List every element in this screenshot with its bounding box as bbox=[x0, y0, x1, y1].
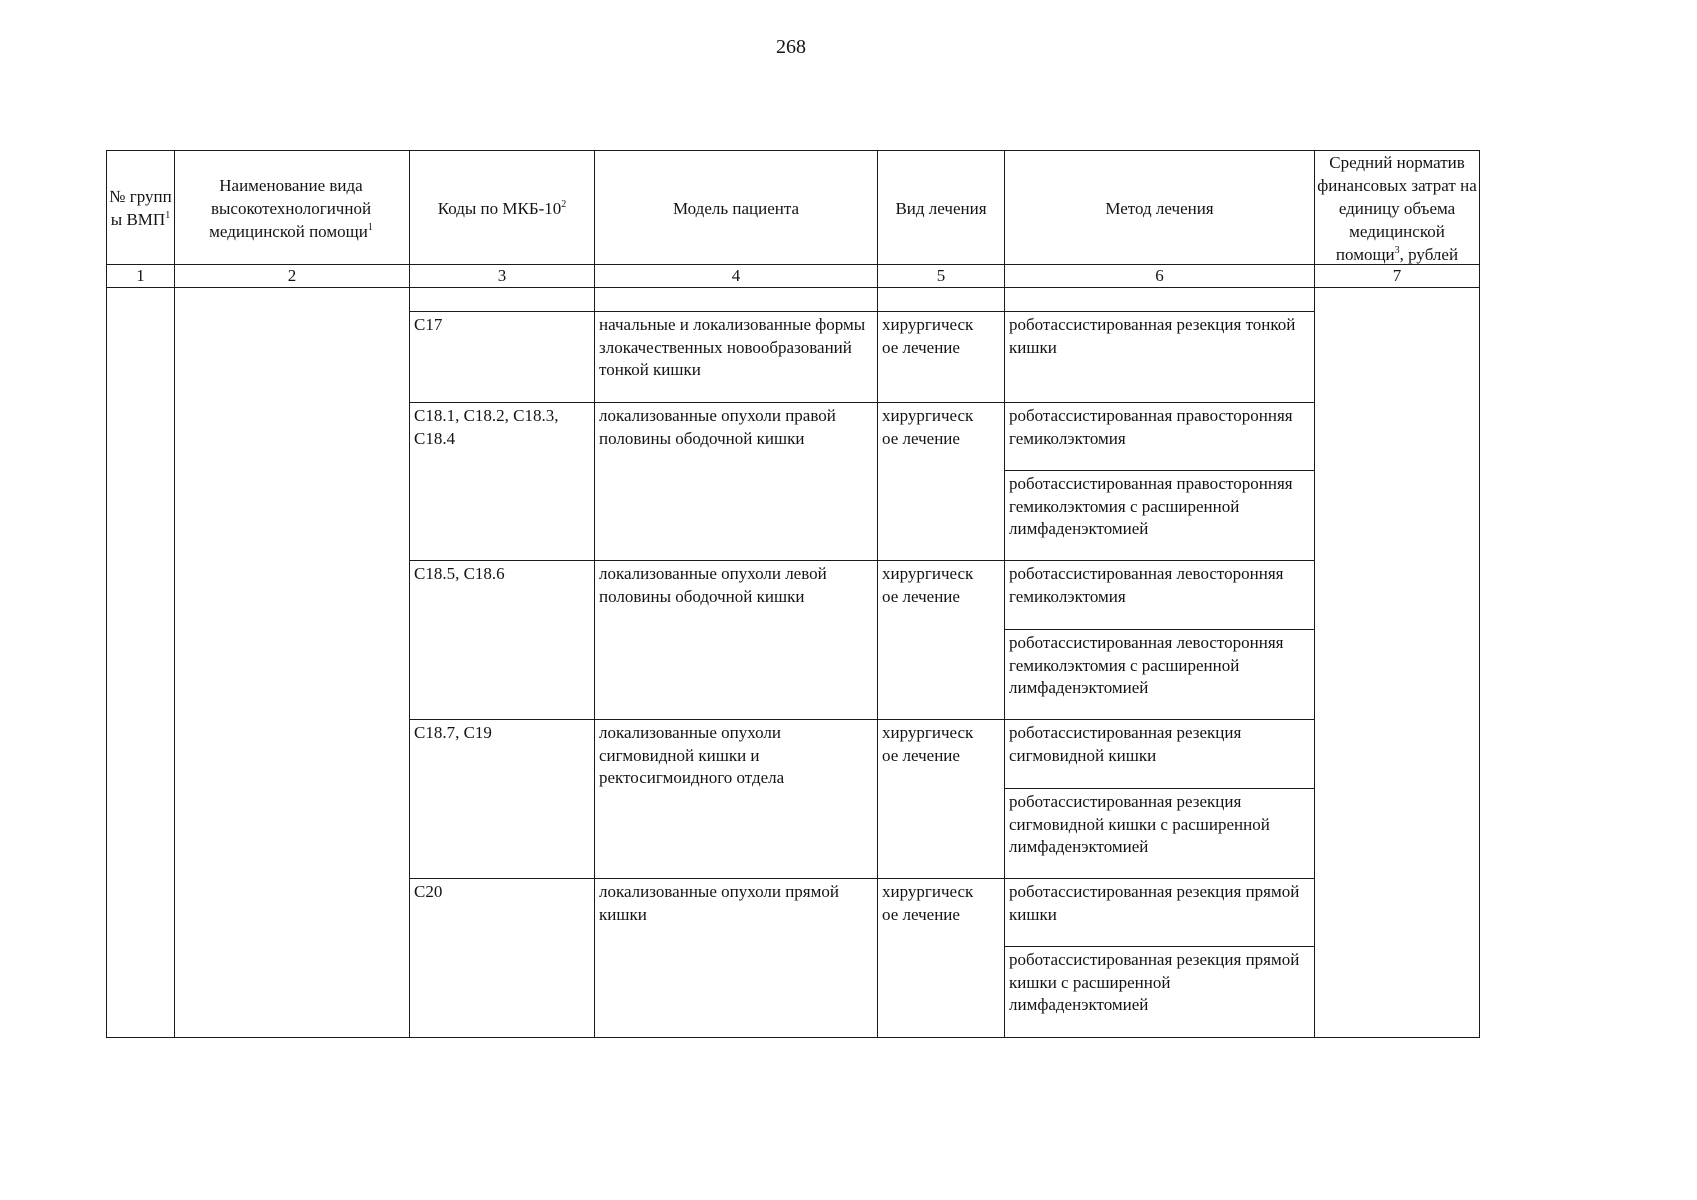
method-rule bbox=[1004, 629, 1315, 630]
header-text: Метод лечения bbox=[1105, 198, 1214, 218]
header-text: № групп ы ВМП bbox=[109, 187, 172, 229]
header-patient-model bbox=[595, 153, 877, 263]
services-table bbox=[106, 150, 1480, 1038]
patient-model-cell: начальные и локализованные формы злокачественных новообразований тонкой кишки bbox=[599, 315, 866, 379]
column-number: 3 bbox=[497, 266, 507, 285]
method-rule bbox=[1004, 470, 1315, 471]
treatment-method-cell: роботассистированная резекция прямой кишки с расширенной лимфаденэктомией bbox=[1009, 950, 1300, 1014]
patient-model-cell: локализованные опухоли сигмовидной кишки и ректосигмоидного отдела bbox=[599, 723, 785, 787]
header-text: Вид лечения bbox=[895, 198, 987, 218]
header-treatment-type bbox=[878, 153, 1004, 263]
treatment-method-cell: роботассистированная правосторонняя гемиколэктомия с расширенной лимфаденэктомией bbox=[1009, 474, 1293, 538]
header-text: Коды по МКБ-10 bbox=[437, 198, 562, 218]
treatment-type-cell: хирургическое лечение bbox=[882, 882, 974, 924]
footnote-mark: 1 bbox=[367, 221, 373, 233]
column-number: 7 bbox=[1392, 266, 1402, 285]
treatment-method-cell: роботассистированная резекция прямой кишки bbox=[1009, 882, 1300, 924]
header-icd-codes bbox=[410, 153, 594, 263]
header-treatment-method bbox=[1005, 153, 1314, 263]
method-rule bbox=[1004, 788, 1315, 789]
icd-codes-cell: C20 bbox=[414, 882, 443, 901]
treatment-method-cell: роботассистированная левосторонняя гемиколэктомия bbox=[1009, 564, 1284, 606]
row-rule bbox=[409, 878, 1315, 879]
header-text: Наименование вида высокотехнологичной медицинской помощи bbox=[209, 175, 372, 241]
method-rule bbox=[1004, 946, 1315, 947]
column-number: 1 bbox=[136, 266, 145, 285]
treatment-type-cell: хирургическое лечение bbox=[882, 406, 974, 448]
treatment-method-cell: роботассистированная правосторонняя гемиколэктомия bbox=[1009, 406, 1293, 448]
treatment-method-cell: роботассистированная резекция сигмовидной кишки bbox=[1009, 723, 1242, 765]
treatment-type-cell: хирургическое лечение bbox=[882, 723, 974, 765]
treatment-type-cell: хирургическое лечение bbox=[882, 564, 974, 606]
column-number: 5 bbox=[936, 266, 946, 285]
patient-model-cell: локализованные опухоли левой половины ободочной кишки bbox=[599, 564, 827, 606]
treatment-method-cell: роботассистированная резекция тонкой кишки bbox=[1009, 315, 1296, 357]
treatment-type-cell: хирургическое лечение bbox=[882, 315, 974, 357]
header-care-type bbox=[191, 153, 391, 263]
footnote-mark: 2 bbox=[561, 198, 567, 210]
number-row-rule bbox=[107, 287, 1479, 288]
icd-codes-cell: C17 bbox=[414, 315, 443, 334]
treatment-method-cell: роботассистированная резекция сигмовидной кишки с расширенной лимфаденэктомией bbox=[1009, 792, 1270, 856]
icd-codes-cell: C18.1, C18.2, C18.3, C18.4 bbox=[414, 406, 559, 448]
footnote-mark: 3 bbox=[1394, 244, 1400, 256]
treatment-method-cell: роботассистированная левосторонняя гемиколэктомия с расширенной лимфаденэктомией bbox=[1009, 633, 1284, 697]
page-number: 268 bbox=[776, 36, 806, 58]
patient-model-cell: локализованные опухоли правой половины ободочной кишки bbox=[599, 406, 836, 448]
header-group-number bbox=[107, 153, 174, 263]
footnote-mark: 1 bbox=[165, 210, 171, 221]
header-text: Средний норматив финансовых затрат на единицу объема медицинской помощи bbox=[1317, 152, 1477, 264]
header-text: , рублей bbox=[1399, 244, 1459, 264]
row-rule bbox=[409, 719, 1315, 720]
row-rule bbox=[409, 311, 1315, 312]
row-rule bbox=[409, 402, 1315, 403]
row-rule bbox=[409, 560, 1315, 561]
header-text: Модель пациента bbox=[672, 198, 800, 218]
column-number: 6 bbox=[1155, 266, 1164, 285]
column-number: 2 bbox=[287, 266, 297, 285]
patient-model-cell: локализованные опухоли прямой кишки bbox=[599, 882, 839, 924]
column-number: 4 bbox=[731, 266, 741, 285]
header-cost-standard bbox=[1315, 152, 1479, 264]
icd-codes-cell: C18.5, C18.6 bbox=[414, 564, 505, 583]
icd-codes-cell: C18.7, C19 bbox=[414, 723, 492, 742]
